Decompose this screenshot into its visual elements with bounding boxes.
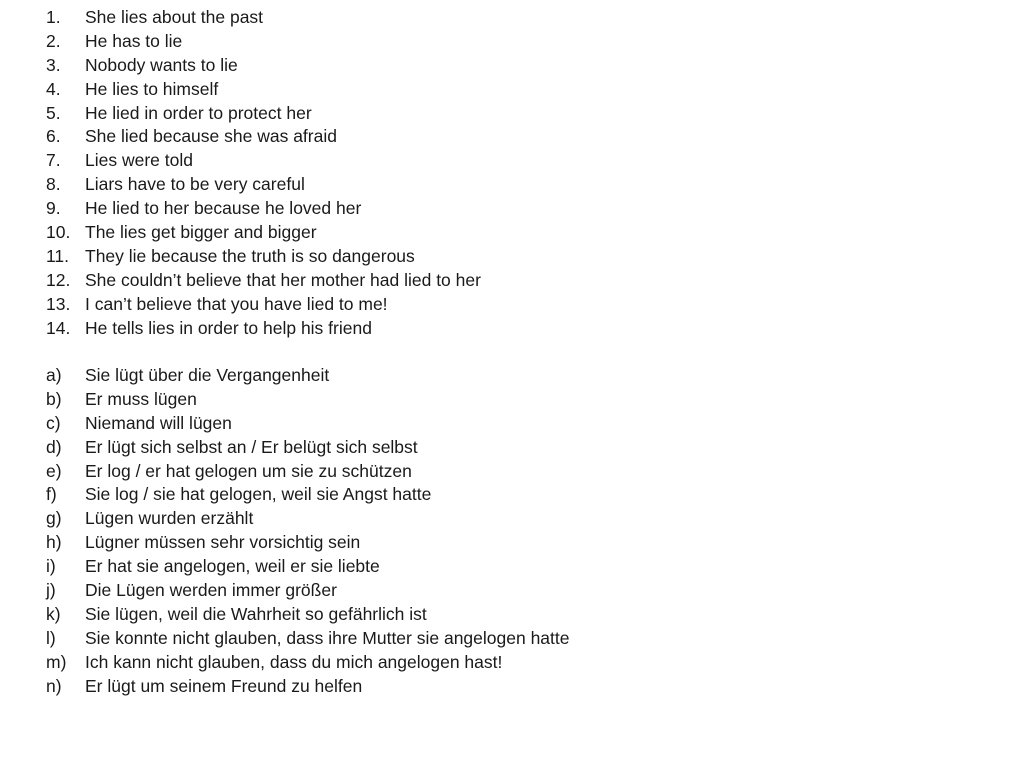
list-item-text: He tells lies in order to help his friend: [85, 317, 372, 338]
list-item-text: Sie lügen, weil die Wahrheit so gefährlich ist: [85, 603, 427, 624]
list-item: [0, 78, 1024, 102]
list-item-marker: c): [46, 412, 61, 433]
list-item: [0, 603, 1024, 627]
list-item-marker: e): [46, 460, 62, 481]
list-item-marker: g): [46, 508, 62, 529]
list-item-marker: 1.: [46, 7, 61, 27]
list-item-marker: h): [46, 532, 62, 553]
list-item-marker: 10.: [46, 222, 71, 243]
list-item: [0, 412, 1024, 436]
list-item: [0, 102, 1024, 126]
list-item-marker: n): [46, 675, 62, 696]
list-item: [0, 460, 1024, 484]
list-item: [0, 197, 1024, 221]
list-item-text: The lies get bigger and bigger: [85, 222, 317, 243]
list-item: [0, 125, 1024, 149]
list-item: [0, 531, 1024, 555]
list-item-text: She couldn’t believe that her mother had lied to her: [85, 269, 481, 290]
list-item: [0, 245, 1024, 269]
list-item-marker: 2.: [46, 30, 61, 51]
list-item-marker: 14.: [46, 317, 71, 338]
list-item: [0, 221, 1024, 245]
list-item: [0, 483, 1024, 507]
list-item-marker: 13.: [46, 293, 71, 314]
list-item-text: I can’t believe that you have lied to me!: [85, 293, 388, 314]
list-item-text: Liars have to be very careful: [85, 174, 305, 195]
list-item-text: Er muss lügen: [85, 388, 197, 409]
list-item: [0, 436, 1024, 460]
list-item-text: Lies were told: [85, 150, 193, 171]
list-item-text: She lied because she was afraid: [85, 126, 337, 147]
list-item-text: He has to lie: [85, 30, 183, 51]
list-item-marker: l): [46, 627, 56, 648]
list-item-text: Ich kann nicht glauben, dass du mich angelogen hast!: [85, 651, 503, 672]
list-item-marker: d): [46, 436, 62, 457]
list-item-text: Lügen wurden erzählt: [85, 508, 254, 529]
list-item-text: They lie because the truth is so dangerous: [85, 245, 415, 266]
list-item-text: Die Lügen werden immer größer: [85, 580, 337, 601]
list-item-marker: 3.: [46, 54, 61, 75]
list-item: [0, 173, 1024, 197]
list-item-text: She lies about the past: [85, 7, 264, 27]
list-item: [0, 675, 1024, 699]
german-translation-list: [0, 364, 1024, 698]
list-item-text: Lügner müssen sehr vorsichtig sein: [85, 532, 361, 553]
list-item-marker: 7.: [46, 150, 61, 171]
list-item-text: He lied to her because he loved her: [85, 198, 362, 219]
list-item-text: Er lügt um seinem Freund zu helfen: [85, 675, 363, 696]
list-item-text: Er hat sie angelogen, weil er sie liebte: [85, 556, 380, 577]
list-item-text: He lied in order to protect her: [85, 102, 312, 123]
list-item-marker: k): [46, 603, 61, 624]
list-item-text: Er log / er hat gelogen um sie zu schützen: [85, 460, 412, 481]
list-item: [0, 149, 1024, 173]
list-item-marker: f): [46, 484, 57, 505]
list-item: [0, 651, 1024, 675]
list-item-marker: j): [46, 580, 56, 601]
list-item-marker: 9.: [46, 198, 61, 219]
list-item: [0, 317, 1024, 341]
list-item: [0, 269, 1024, 293]
list-item: [0, 507, 1024, 531]
list-item-text: Niemand will lügen: [85, 412, 232, 433]
list-item-text: Sie log / sie hat gelogen, weil sie Angst hatte: [85, 484, 432, 505]
list-item: [0, 30, 1024, 54]
list-item: [0, 555, 1024, 579]
english-sentence-list: [0, 6, 1024, 340]
list-item-marker: a): [46, 365, 62, 385]
list-item-marker: 12.: [46, 269, 71, 290]
list-item-marker: 5.: [46, 102, 61, 123]
list-item: [0, 6, 1024, 30]
list-item-text: Sie lügt über die Vergangenheit: [85, 365, 330, 385]
list-item: [0, 579, 1024, 603]
list-item: [0, 364, 1024, 388]
list-item-marker: i): [46, 556, 56, 577]
list-item-text: Er lügt sich selbst an / Er belügt sich selbst: [85, 436, 418, 457]
list-item-marker: 11.: [46, 245, 70, 266]
list-item-text: Sie konnte nicht glauben, dass ihre Mutter sie angelogen hatte: [85, 627, 570, 648]
list-item: [0, 627, 1024, 651]
list-item-marker: b): [46, 388, 62, 409]
list-item: [0, 388, 1024, 412]
list-item-text: Nobody wants to lie: [85, 54, 238, 75]
list-item-marker: 8.: [46, 174, 61, 195]
list-item: [0, 54, 1024, 78]
list-item-text: He lies to himself: [85, 78, 219, 99]
list-item-marker: m): [46, 651, 67, 672]
list-item-marker: 6.: [46, 126, 61, 147]
list-item: [0, 293, 1024, 317]
list-item-marker: 4.: [46, 78, 61, 99]
